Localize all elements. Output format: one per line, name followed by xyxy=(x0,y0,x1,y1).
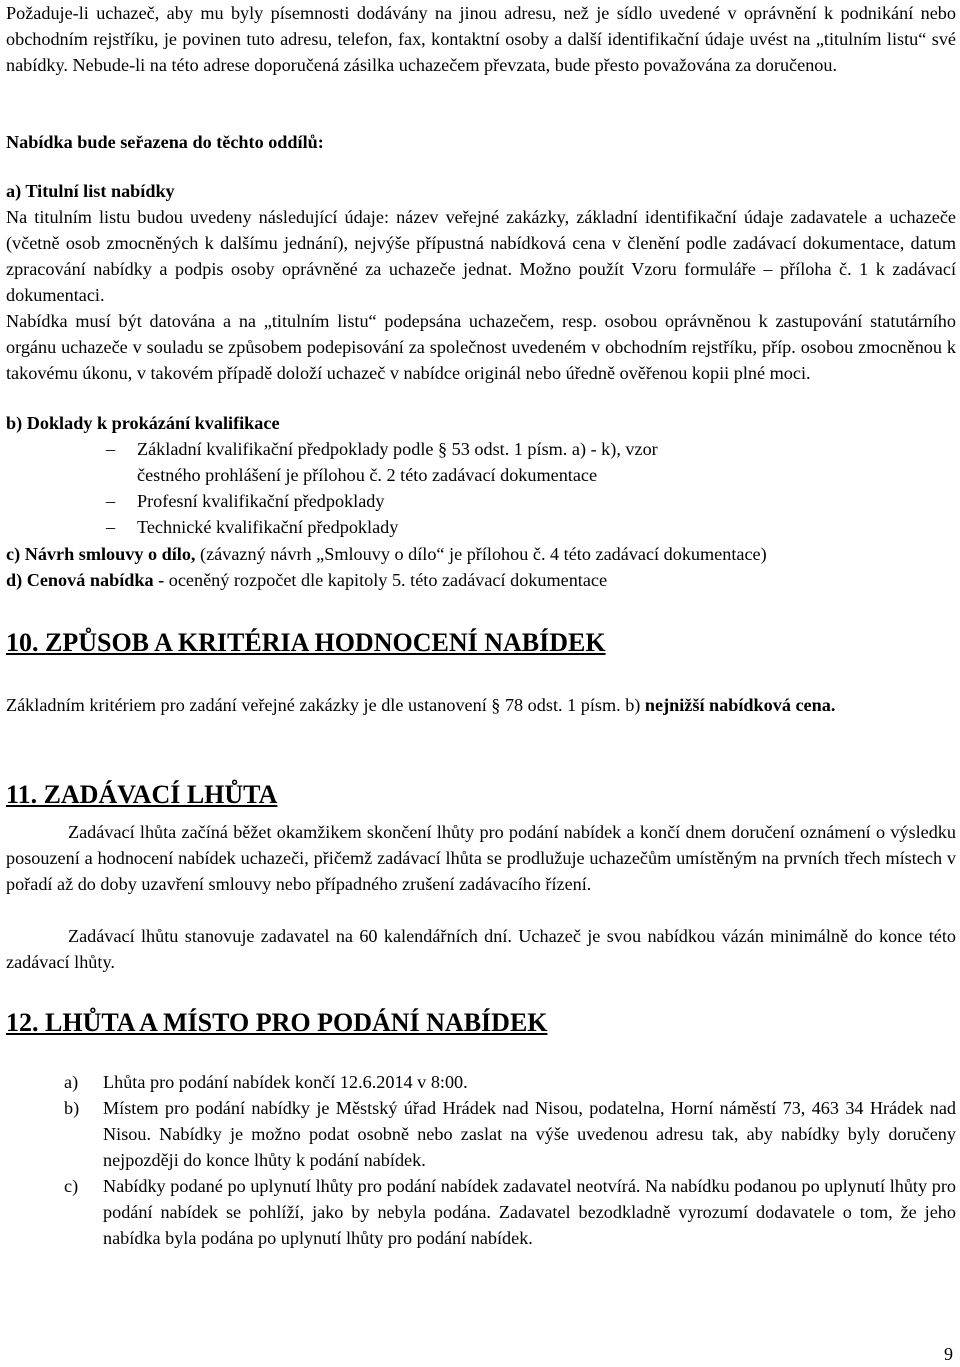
heading-11-paragraph-1: Zadávací lhůta začíná běžet okamžikem skončení lhůty pro podání nabídek a končí dnem doručení oznámení o výsledku posouzení a hodnocení nabídek uchazeči, přičemž zadávací lhůta se prodlužuje uchazečům umístěným na prvních třech místech v pořadí až do doby uzavření smlouvy nebo případného zrušení zadávacího řízení. xyxy=(6,822,956,894)
section-c-prefix: c) xyxy=(6,544,25,564)
dash-bullet: – xyxy=(106,439,116,459)
heading-10: 10. ZPŮSOB A KRITÉRIA HODNOCENÍ NABÍDEK xyxy=(6,628,606,657)
list-item-label: c) xyxy=(64,1176,79,1196)
section-c-text: (závazný návrh „Smlouvy o dílo“ je přílohou č. 4 této zadávací dokumentace) xyxy=(195,544,767,564)
list-item xyxy=(6,436,707,488)
list-item-text: Technické kvalifikační předpoklady xyxy=(137,517,399,537)
list-item xyxy=(6,1173,956,1251)
section-b-list xyxy=(6,436,876,540)
section-a-paragraph-1: Na titulním listu budou uvedeny následující údaje: název veřejné zakázky, základní identifikační údaje zadavatele a uchazeče (včetně osob zmocněných k dalšímu jednání), nejvýše přípustná nabídková cena v členění podle zadávací dokumentace, datum zpracování nabídky a podpis osoby oprávněné za uchazeče jednat. Možno použít Vzoru formuláře – příloha č. 1 k zadávací dokumentaci. xyxy=(6,207,956,305)
heading-11-paragraph-2: Zadávací lhůtu stanovuje zadavatel na 60 kalendářních dní. Uchazeč je svou nabídkou vázán minimálně do konce této zadávací lhůty. xyxy=(6,926,956,972)
heading-10-text: Základním kritériem pro zadání veřejné zakázky je dle ustanovení § 78 odst. 1 písm. b) xyxy=(6,695,645,715)
dash-bullet: – xyxy=(106,517,116,537)
list-item-text: Místem pro podání nabídky je Městský úřad Hrádek nad Nisou, podatelna, Horní náměstí 73, 463 34 Hrádek nad Nisou. Nabídky je možno podat osobně nebo zaslat na výše uvedenou adresu tak, aby nabídky byly doručeny nejpozději do konce lhůty k podání nabídek. xyxy=(103,1098,956,1170)
list-item xyxy=(6,488,876,514)
section-b-title: b) Doklady k prokázání kvalifikace xyxy=(6,413,280,433)
list-item xyxy=(6,1069,956,1095)
list-item-text: Nabídky podané po uplynutí lhůty pro podání nabídek zadavatel neotvírá. Na nabídku podanou po uplynutí lhůty pro podání nabídek se pohlíží, jako by nebyla podána. Zadavatel bezodkladně vyrozumí dodavatele o tom, že jeho nabídka byla podána po uplynutí lhůty pro podání nabídek. xyxy=(103,1176,956,1248)
heading-10-paragraph xyxy=(6,692,956,718)
section-a-paragraph-2: Nabídka musí být datována a na „titulním listu“ podepsána uchazečem, resp. osobou oprávněnou k zastupování statutárního orgánu uchazeče v souladu se způsobem podepisování za společnost uvedeném v obchodním rejstříku, příp. osobou zmocněnou k takovému úkonu, v takovém případě doloží uchazeč v nabídce originál nebo úředně ověřenou kopii plné moci. xyxy=(6,311,956,383)
section-d-text: oceněný rozpočet dle kapitoly 5. této zadávací dokumentace xyxy=(164,570,608,590)
list-item xyxy=(6,514,876,540)
sections-title: Nabídka bude seřazena do těchto oddílů: xyxy=(6,132,324,152)
list-item-text: Profesní kvalifikační předpoklady xyxy=(137,491,385,511)
heading-11: 11. ZADÁVACÍ LHŮTA xyxy=(6,780,278,809)
section-d-label: d) Cenová nabídka - xyxy=(6,570,165,590)
intro-paragraph: Požaduje-li uchazeč, aby mu byly písemnosti dodávány na jinou adresu, než je sídlo uvedené v oprávnění k podnikání nebo obchodním rejstříku, je povinen tuto adresu, telefon, fax, kontaktní osoby a další identifikační údaje uvést na „titulním listu“ své nabídky. Nebude-li na této adrese doporučená zásilka uchazečem převzata, bude přesto považována za doručenou. xyxy=(6,3,956,75)
list-item-label: b) xyxy=(64,1098,80,1118)
section-c-line xyxy=(6,541,767,567)
section-c-label: Návrh smlouvy o dílo, xyxy=(24,544,196,564)
section-d-line xyxy=(6,567,607,593)
list-item-text: Základní kvalifikační předpoklady podle § 53 odst. 1 písm. a) - k), vzor čestného prohlášení je přílohou č. 2 této zadávací dokumentace xyxy=(137,439,658,485)
heading-10-bold: nejnižší nabídková cena. xyxy=(644,695,836,715)
list-item-label: a) xyxy=(64,1072,79,1092)
section-a-title: a) Titulní list nabídky xyxy=(6,181,175,201)
list-item xyxy=(6,1095,956,1173)
heading-12-list xyxy=(6,1069,956,1251)
list-item-text: Lhůta pro podání nabídek končí 12.6.2014 v 8:00. xyxy=(103,1072,468,1092)
heading-12: 12. LHŮTA A MÍSTO PRO PODÁNÍ NABÍDEK xyxy=(6,1008,548,1037)
dash-bullet: – xyxy=(106,491,116,511)
page-number: 9 xyxy=(944,1344,953,1364)
